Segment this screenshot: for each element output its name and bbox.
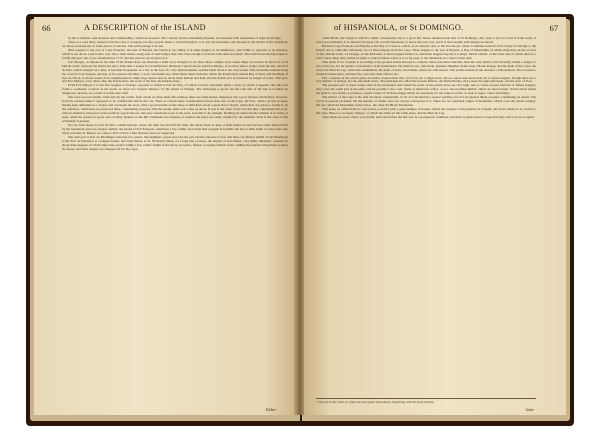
- right-page-number: 67: [549, 23, 558, 33]
- left-page: [34, 17, 296, 415]
- left-running-head: A DESCRIPTION of the ISLAND: [84, 23, 206, 32]
- paragraph: This plain, so called from its vast extent, is dotted with a great number of houses, where the produce of the planters is brought; and from whence it is carried to the Cape. Here too are many villages, of which the chief are the Little Anse, and the Haut du Cap.: [316, 107, 536, 116]
- right-text-block: [316, 37, 536, 393]
- left-catchword: Either: [266, 407, 276, 412]
- paragraph: by the Castilians, well situated, and commanding a delicious prospect. The country about is extremely pleasant, and abounds with plantations of sugar and indigo.: [68, 37, 282, 40]
- footnote: * They lie in the order, in which we have given them above, beginning with the most easterly.: [316, 400, 435, 404]
- paragraph: The town was not rebuilt, when first by the earlier, from whom we have taken this relation, there are some houses dispersed, but a good fortress stands there; however, from the earliest times it appeared to be comfortable before the war. There is a much more considerable fortress than that of the Cape; the Fort, which yet lies in ruins, having been defended as a citadel, and overlooks the town, with a good redoubt on the shore, it held there about a great hour's march, where they are going to fortify it, by the ordnance, which may be preserved there, considering, however, that the enemy shall soon come on shore. It was at the point of the bay that they commanded the road, with an eminence protected on the south by a great morass, that now bounds the town to the west, and adds to its strength. Nothing yet exists but the remains of its ruins; at least, while the ground is good, and a battery planted on the hill commands the entrance, it renders the place not easily insulted by the enemies. Such is the state of this settlement at present.: [62, 95, 288, 124]
- paragraph: The greatest part of these waters rises in the mountains that bound the plain on the south; these are very high, but no where exceed fourteen or fifteen leagues; they cover the south part of the plain, and lie parallel to the coast. Some of them bear coffee, cocoa, and excellent timber; others are more barren. In this whole extent the plain is very fertile; it produces a great variety of all those things which are necessary for the support of life, as well as sugar, cotton and indigo.: [316, 83, 536, 96]
- paragraph: There is a road fairly opened from the Cape to Leogane, but few people chuse to travel through it; it is very inconvenient, and exposed to the insults of the Spaniards, on whose possessions, in some places, it touches. The Gulf passage is by sea.: [62, 39, 288, 48]
- footnote-rule: [316, 398, 536, 399]
- open-book: [26, 14, 574, 426]
- paragraph: This plain, if we consider it according to the ground extent allowed it, contains rather parochial churches, than the very district; and all being within a league or two of the sea, for the greater convenience of the inhabitants. The districts are, Limonade, Quartier Dauphin, Petite Anse, Morne Rouge, and the plain of the Cape, the town, the Haut du Cap, with other settlements, the plain of Acul, and Limbé, which are well known. The parish extends to the entrance of the harbour. The Governor-General resides there, and here the court and chief officers are.: [316, 59, 536, 76]
- paragraph: The next port is Port du Mouflique; between two points, that lengthen a great way into the sea; but the entrance is bad, and there are shelves within. From Mouflique to the Port de Plaisance is a league further, and from thence to St. Nicholas's Mole, on a long line of shore, the district of Jean Rabel, very thinly inhabited, extends for about three leagues; in which ships may anchor within a few cables' length of the shore, in twelve, fifteen, or twenty fathom water, whither the planters bring their produce in canoes, and from whence it is shipped off for the Cape.: [62, 134, 288, 151]
- paragraph: Not far from thence is Port de Paix, a small harbour, where the tides rise and fall but little; the whole shore is deep. A little farther on lies the bay called Puerto Plata by the Spaniards; and, two leagues farther, the strand of Port Français, which has a bay within, more than half a league in breadth; but has so little depth of water, that only barks can enter it. Thence we come to Port à l'Ecu, a fine harbour, but now neglected.: [62, 122, 288, 135]
- paragraph: Their lands are every where very fertile, and were before the late war, in a prosperous condition; and there is great reason to hope that they will soon be so again.: [322, 115, 535, 120]
- left-text-block: [62, 37, 288, 405]
- paragraph: Between Cape François and Bayaha is the Bay of Caracol, which, as we already said, is the Port Royal, where Columbus built his first colony. It belongs to the French and is called the Limonade, two or three leagues from the Cape. Three leagues to the east of Bayaha, is Bay of Mancenille, in which ships may anchor in four or five fathom water. La Grange, on the Eastward, is three leagues farther on, and three leagues beyond is Grange. Monte Christi, of the other side of which there is a road, where ships may anchor in eight or twelve fathom water; it is so far easy, to the Spaniards as to land on that side.: [316, 43, 536, 60]
- paragraph: Port Margot, as famous in the time of the Freebooters, has likewise a little town, though it is no more than a simple road, where ships can anchor in about 12 or 14 fathom water, between the main land and a little islet a league in circumference. Between Cape François and Port Margot, at no more than a league from the last, lies Port de Paix, which, though very deep, is but little frequented, as a few at the foot of a very high mountain, and the lands about it are very barren. This mountain extends along the coast for four leagues, and has, at its western extremity, a very convenient bay called Mole Saint Nicholas, which the Freebooters named Bay of Keel, and the Bight of Port de l'Acul, from the nature of its neighbourhood. Ships may anchor here in about three fathom and half, and the mouth of it is bordered by ledges of rocks. This port, and Port Margot, were called after the Freebooters, the work of the first adventurers there.: [62, 59, 288, 84]
- left-page-number: 66: [42, 23, 51, 33]
- right-page: [304, 17, 566, 415]
- paragraph: called Hertz, the length of which is rather considerable, but is a good fall, better sheltered than that of St Domingo, and, were it not for want of fresh water, it every way habitable. It is deserted for these vile corsairs hereabout, to know the road way, and it is inaccessible with dangerous shoals.: [316, 37, 536, 44]
- right-catchword: Inha-: [526, 407, 535, 412]
- paragraph: The district of the Cape is the first and most considerable of all. It is divided into several parishes; but it is in general thinly peopled, considering its extent. The soil is in general excellent; but the manner of culture does not always correspond to it. There are two principal ranges of mountains, which cross the whole country: the one called the Mountains of the Cibao, the other the Black Mountains.: [316, 95, 536, 108]
- paragraph: From Port Margot it is but five leagues to Tortuga, opposite to which is Port de Paix, of which we have elsewhere given a plan, by which it appears, that this port forms a roadstead, covered on the north, at about two leagues distance, by the island of Tortuga. The anchorage is good; but the well side of the bay is troubled by dangerous currents, on a north or north-west wind.: [62, 83, 288, 96]
- paragraph: Few countries in the whole globe are better watered than this; yet it has not a single river, whose course runs more than six or seven leagues, though there are a vast number of springs, brooks and small rivers. The principal are called the Grande Rivière, the Petite Rivière, that passes through Limonade, and the river of Trou.: [316, 75, 536, 84]
- paragraph: Nine leagues to the east of Cape François, lies that of Bayaha, the length is two miles; it is eight leagues in circumference, and within it, opposite to its entrance, which is not above a pistol shot over, lies a little island, along side of which ships may ride close enough to touch it with their bowsprits. The French had already begun to fortify this port, but it was abandoned in 1715, and has placed a good guard at it.: [62, 47, 288, 60]
- right-running-head: of HISPANIOLA, or St DOMINGO.: [334, 23, 464, 32]
